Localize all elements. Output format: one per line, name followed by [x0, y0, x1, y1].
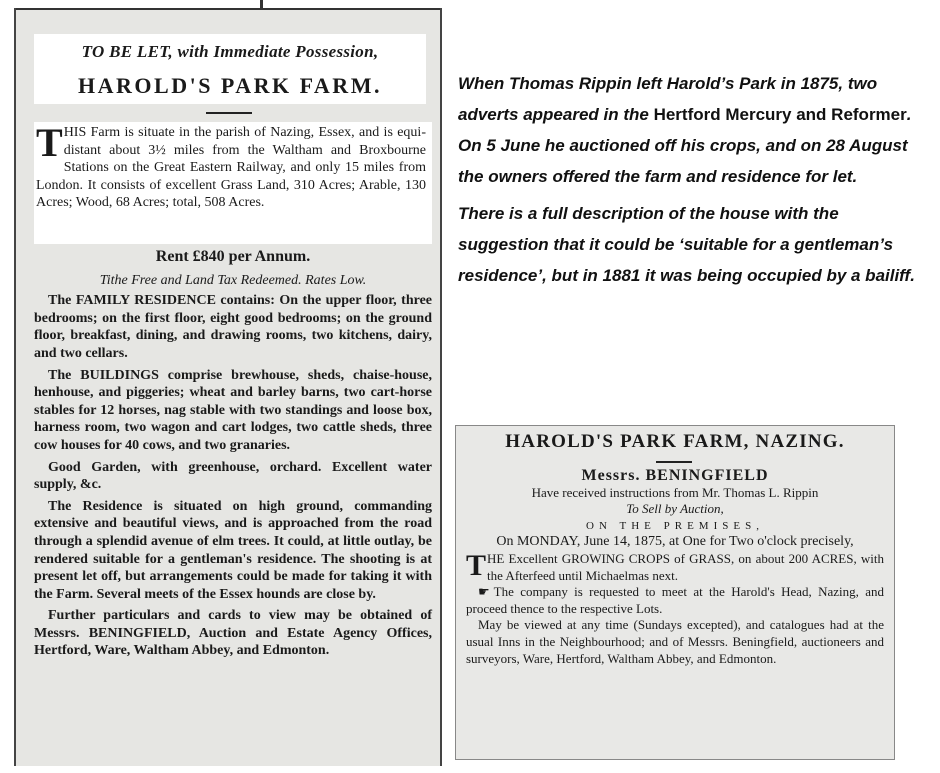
advert1-divider: [206, 112, 252, 114]
advert2-crops-text: HE Excellent GROWING CROPS of GRASS, on about 200 ACRES, with the Afterfeed until Michaelmas next.: [487, 550, 884, 583]
advert2-premises: ON THE PREMISES,: [586, 519, 764, 532]
narrative-p1-start: When Thomas Rippin left Harold’s Park in 1875, two adverts appeared in the: [458, 74, 878, 124]
advert1-intro-text: HIS Farm is situate in the parish of Nazing, Essex, and is equi-distant about 3½ miles from the Waltham and Broxbourne Stations on the Great Eastern Railway, and only 15 miles from London. It consists of excellent Grass Land, 310 Acres; Arable, 130 Acres; Wood, 68 Acres; total, 508 Acres.: [36, 125, 426, 210]
narrative-p1-end: . On 5 June he auctioned off his crops, and on 28 August the owners offered the farm and residence for let.: [458, 105, 912, 186]
advert2-title: HAROLD'S PARK FARM, NAZING.: [505, 431, 845, 452]
advert1-residence-situation: The Residence is situated on high ground, commanding extensive and beautiful views, and is approached from the road through a splendid avenue of elm trees. It could, at little outlay, be rendered suitable for a gentleman's residence. The shooting is at present let off, but arrangements could be made for taking it with the Farm. Several meets of the Essex hounds are close by.: [34, 498, 432, 602]
advert1-heading-farm: HAROLD'S PARK FARM.: [34, 70, 426, 104]
advert1-tithe: Tithe Free and Land Tax Redeemed. Rates Low.: [99, 272, 367, 288]
advert2-meeting-text: The company is requested to meet at the Harold's Head, Nazing, and proceed thence to the respective Lots.: [466, 584, 884, 616]
newspaper-title: Hertford Mercury and Reformer: [653, 105, 907, 124]
advert2-viewing: May be viewed at any time (Sundays excepted), and catalogues had at the usual Inns in the Neighbourhood; and of Messrs. Beningfield, auctioneers and surveyors, Ware, Hertford, Waltham Abbey, and Edmonton.: [466, 617, 884, 666]
advert1-garden: Good Garden, with greenhouse, orchard. Excellent water supply, &c.: [34, 459, 432, 493]
advert2-sell-by-auction: To Sell by Auction,: [626, 501, 724, 517]
advert1-buildings: The BUILDINGS comprise brewhouse, sheds, chaise-house, henhouse, and piggeries; wheat and barley barns, two cart-horse stables for 12 horses, nag stable with two standings and loose box, harness room, two wagon and cart lodges, two cattle sheds, three cow houses for 40 cows, and two granaries.: [34, 367, 432, 453]
top-tick-mark: [260, 0, 263, 8]
narrative-paragraph-2: There is a full description of the house with the suggestion that it could be ‘suitable for a gentleman’s residence’, but in 1881 it was being occupied by a bailiff.: [458, 204, 915, 285]
advert2-meeting: [466, 584, 884, 617]
advert2-crops: [466, 548, 884, 584]
advert-to-be-let: [14, 8, 442, 766]
advert1-intro: [34, 122, 432, 244]
advert-auction: [455, 425, 895, 760]
advert2-divider: [656, 461, 692, 463]
pointing-hand-icon: ☛: [478, 584, 490, 600]
advert1-rent: Rent £840 per Annum.: [155, 248, 311, 265]
narrative-text: [458, 68, 932, 297]
top-rule: [16, 8, 440, 10]
advert2-auctioneer: Messrs. BENINGFIELD: [581, 467, 769, 484]
advert1-further-particulars: Further particulars and cards to view may be obtained of Messrs. BENINGFIELD, Auction and Estate Agency Offices, Hertford, Ware, Waltham Abbey, and Edmonton.: [34, 608, 432, 659]
advert2-body: [466, 468, 884, 667]
advert1-body: [34, 248, 432, 664]
advert2-instructions: Have received instructions from Mr. Thomas L. Rippin: [531, 484, 819, 500]
advert1-family-residence: The FAMILY RESIDENCE contains: On the upper floor, three bedrooms; on the first floor, eight good bedrooms; on the ground floor, breakfast, dining, and drawing rooms, two kitchens, dairy, and two cellars.: [34, 293, 432, 361]
advert1-heading-let: TO BE LET, with Immediate Possession,: [34, 34, 426, 70]
narrative-paragraph-1: [458, 68, 932, 192]
advert2-date: On MONDAY, June 14, 1875, at One for Two o'clock precisely,: [496, 534, 854, 550]
advert2-dropcap: T: [466, 548, 487, 582]
advert1-dropcap: T: [36, 120, 63, 165]
